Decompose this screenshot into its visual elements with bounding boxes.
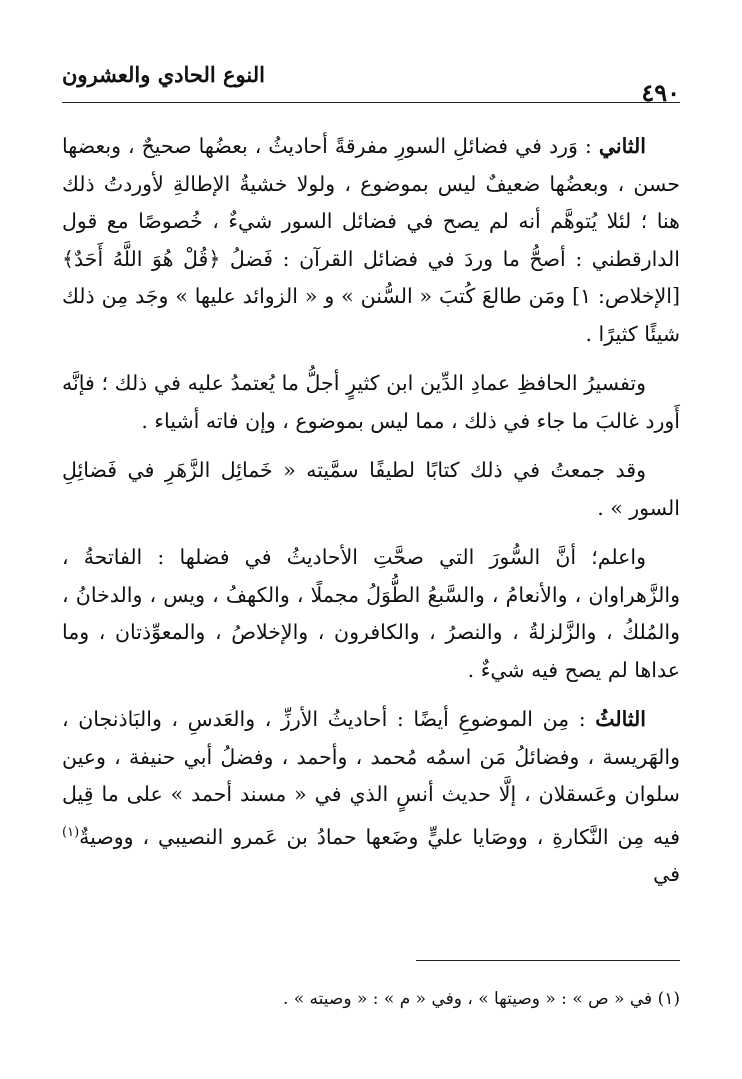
running-title: النوع الحادي والعشرون — [62, 62, 265, 87]
paragraph-text: : وَرد في فضائلِ السورِ مفرقةً أحاديثُ ، بعضُها صحيحٌ ، وبعضها حسن ، وبعضُها ضعيفٌ ليس بموضوع ، ولولا خشيةُ الإطالةِ لأوردتُ ذلك هنا ؛ لئلا يُتوهَّم أنه لم يصح في فضائل السور شيءٌ ، خُصوصًا مع قول الدارقطني : أصحُّ ما وردَ في فضائل القرآن : فَضلُ ﴿قُلْ هُوَ اللَّهُ أَحَدٌ﴾ [الإخلاص: ١] ومَن طالعَ كُتبَ « السُّنن » و « الزوائد عليها » وجَد مِن ذلك شيئًا كثيرًا . — [62, 134, 680, 346]
footnote: (١) في « ص » : « وصيتها » ، وفي « م » : « وصيته » . — [282, 989, 680, 1009]
paragraph-text: واعلم؛ أنَّ السُّورَ التي صحَّتِ الأحاديثُ في فضلها : الفاتحةُ ، والزَّهراوان ، والأنعامُ ، والسَّبعُ الطُّوَلُ مجملًا ، والكهفُ ، ويس ، والدخانُ ، والمُلكُ ، والزَّلزلةُ ، والنصرُ ، والكافرون ، والإخلاصُ ، والمعوِّذتان ، وما عداها لم يصح فيه شيءٌ . — [62, 545, 680, 682]
paragraph-second — [62, 128, 680, 353]
paragraph-label: الثاني — [598, 134, 646, 158]
paragraph-text: وقد جمعتُ في ذلك كتابًا لطيفًا سمَّيته « خَمائِل الزَّهَرِ في فَضائِلِ السور » . — [62, 458, 680, 520]
paragraph-third — [62, 701, 680, 893]
footnote-reference[interactable]: (١) — [62, 824, 80, 840]
paragraph-book — [62, 452, 680, 527]
paragraph-tafsir — [62, 365, 680, 440]
footnote-divider — [416, 960, 680, 961]
paragraph-tail: في — [653, 861, 680, 886]
paragraph-text: وتفسيرُ الحافظِ عمادِ الدِّين ابن كثيرٍ أجلُّ ما يُعتمدُ عليه في ذلك ؛ فإنَّه أَورد غالبَ ما جاء في ذلك ، مما ليس بموضوع ، وإن فاته أشياء . — [62, 371, 680, 433]
page-header — [62, 58, 680, 107]
paragraph-text: : مِن الموضوعِ أيضًا : أحاديثُ الأرزِّ ، والعَدسِ ، والبَاذنجان ، والهَريسة ، وفضائلُ مَن اسمُه مُحمد ، وأحمد ، وفضلُ أبي حنيفة ، وعين سلوان وعَسقلان ، إلَّا حديث أنسٍ الذي في « مسند أحمد » على ما قِيل فيه مِن النَّكارةِ ، ووصَايا عليٍّ وضَعها حمادُ بن عَمرو النصيبي ، ووصيةٌ — [62, 707, 680, 849]
page-body — [62, 128, 680, 905]
paragraph-label: الثالثُ — [595, 707, 646, 731]
paragraph-surahs — [62, 539, 680, 689]
page-number: ٤٩٠ — [641, 78, 680, 107]
